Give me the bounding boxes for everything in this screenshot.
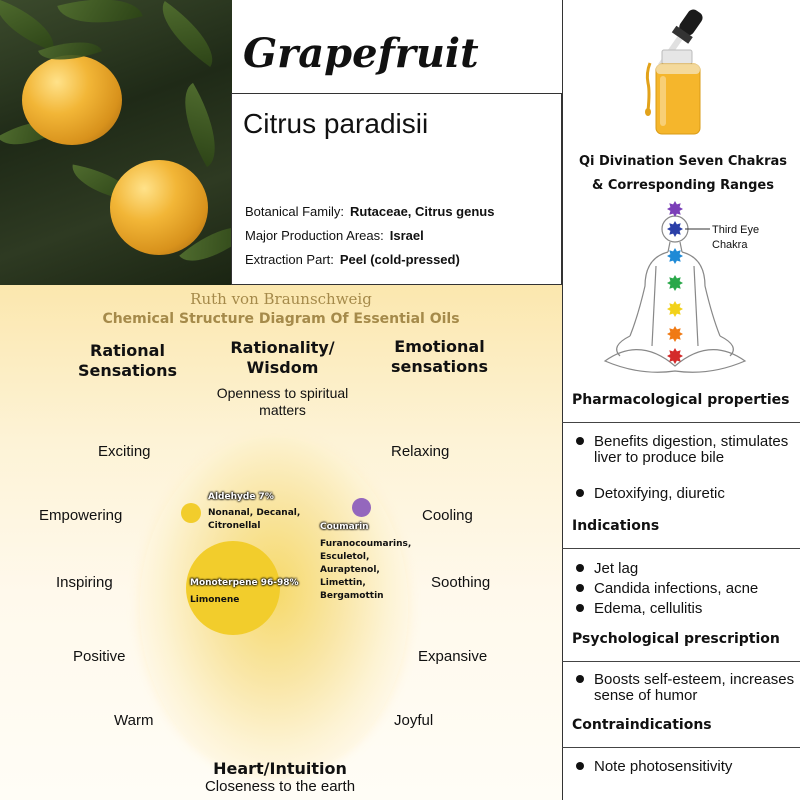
left-term: Empowering bbox=[39, 507, 123, 524]
third-eye-label-2: Chakra bbox=[712, 239, 748, 251]
section-psychological-heading: Psychological prescription bbox=[572, 631, 780, 647]
aldehyde-label: Aldehyde 7% bbox=[208, 492, 274, 502]
diagram-title: Chemical Structure Diagram Of Essential Oils bbox=[102, 311, 460, 327]
list-item bbox=[576, 561, 796, 577]
chakra-4-icon bbox=[667, 275, 683, 291]
center-heading: Rationality/ Wisdom bbox=[230, 338, 335, 377]
chakra-title bbox=[566, 150, 800, 198]
right-term: Joyful bbox=[394, 712, 434, 729]
list-item bbox=[576, 434, 796, 466]
right-term: Soothing bbox=[431, 574, 491, 591]
diagram-author: Ruth von Braunschweig bbox=[190, 290, 372, 308]
coumarin-label: Coumarin bbox=[320, 522, 369, 532]
right-heading: Emotional sensations bbox=[390, 337, 489, 376]
third-eye-label bbox=[712, 223, 759, 253]
right-term: Expansive bbox=[418, 648, 488, 665]
chakra-3-icon bbox=[667, 248, 683, 264]
right-term: Cooling bbox=[422, 507, 473, 524]
list-item-text: Jet lag bbox=[594, 560, 639, 577]
list-item bbox=[576, 672, 796, 704]
left-term: Positive bbox=[73, 648, 126, 665]
list-item-text: Detoxifying, diuretic bbox=[594, 485, 725, 502]
divider bbox=[562, 747, 800, 748]
coumarin-item: Esculetol, bbox=[320, 552, 370, 562]
info-row-family bbox=[245, 204, 494, 219]
aldehyde-items-1: Nonanal, Decanal, bbox=[208, 508, 301, 518]
list-item-text: Benefits digestion, stimulates liver to produce bile bbox=[594, 433, 789, 466]
info-label: Major Production Areas: bbox=[245, 228, 384, 243]
bottom-heading: Heart/Intuition bbox=[213, 759, 347, 778]
center-sub: Openness to spiritual matters bbox=[216, 385, 349, 418]
left-term: Exciting bbox=[98, 443, 151, 460]
chakra-title-line1: Qi Divination Seven Chakras bbox=[578, 154, 787, 169]
third-eye-label-1: Third Eye bbox=[712, 224, 760, 236]
aldehyde-items-2: Citronellal bbox=[208, 521, 261, 531]
list-item-text: Boosts self-esteem, increases sense of humor bbox=[594, 671, 795, 704]
bottom-sub: Closeness to the earth bbox=[204, 778, 356, 795]
info-value: Rutaceae, Citrus genus bbox=[349, 204, 495, 219]
grapefruit-photo bbox=[0, 0, 232, 285]
info-label: Extraction Part: bbox=[245, 252, 334, 267]
list-item-text: Edema, cellulitis bbox=[594, 600, 703, 617]
info-row-part bbox=[245, 252, 460, 267]
coumarin-item: Auraptenol, bbox=[320, 565, 380, 575]
info-label: Botanical Family: bbox=[245, 204, 344, 219]
monoterpene-items: Limonene bbox=[190, 595, 240, 605]
list-item bbox=[576, 759, 796, 775]
section-indications-heading: Indications bbox=[572, 518, 660, 534]
divider bbox=[562, 422, 800, 423]
chakra-1-icon bbox=[667, 201, 683, 217]
left-term: Warm bbox=[114, 712, 154, 729]
chakra-2-icon bbox=[667, 221, 683, 237]
oil-bottle-icon bbox=[620, 8, 710, 148]
info-value: Peel (cold-pressed) bbox=[339, 252, 460, 267]
section-contraindications-heading: Contraindications bbox=[572, 717, 712, 733]
info-row-areas bbox=[245, 228, 424, 243]
monoterpene-label: Monoterpene 96-98% bbox=[190, 578, 299, 588]
list-item-text: Note photosensitivity bbox=[594, 758, 733, 775]
coumarin-item: Limettin, bbox=[320, 578, 366, 588]
coumarin-item: Bergamottin bbox=[320, 591, 384, 601]
left-heading: Rational Sensations bbox=[77, 341, 178, 380]
chakra-7-icon bbox=[667, 348, 683, 364]
info-value: Israel bbox=[389, 228, 424, 243]
chakra-6-icon bbox=[667, 326, 683, 342]
aldehyde-dot bbox=[181, 503, 201, 523]
right-term: Relaxing bbox=[391, 443, 450, 460]
page-title: Grapefruit bbox=[243, 30, 479, 77]
list-item bbox=[576, 486, 796, 502]
divider bbox=[562, 548, 800, 549]
coumarin-dot bbox=[352, 498, 371, 517]
chakra-5-icon bbox=[667, 301, 683, 317]
left-term: Inspiring bbox=[56, 574, 113, 591]
list-item bbox=[576, 601, 796, 617]
divider bbox=[562, 661, 800, 662]
coumarin-item: Furanocoumarins, bbox=[320, 539, 412, 549]
list-item bbox=[576, 581, 796, 597]
section-pharmacological-heading: Pharmacological properties bbox=[572, 392, 790, 408]
monoterpene-circle bbox=[186, 541, 280, 635]
latin-name: Citrus paradisii bbox=[243, 108, 429, 139]
chakra-title-line2: & Corresponding Ranges bbox=[592, 178, 774, 193]
list-item-text: Candida infections, acne bbox=[594, 580, 759, 597]
